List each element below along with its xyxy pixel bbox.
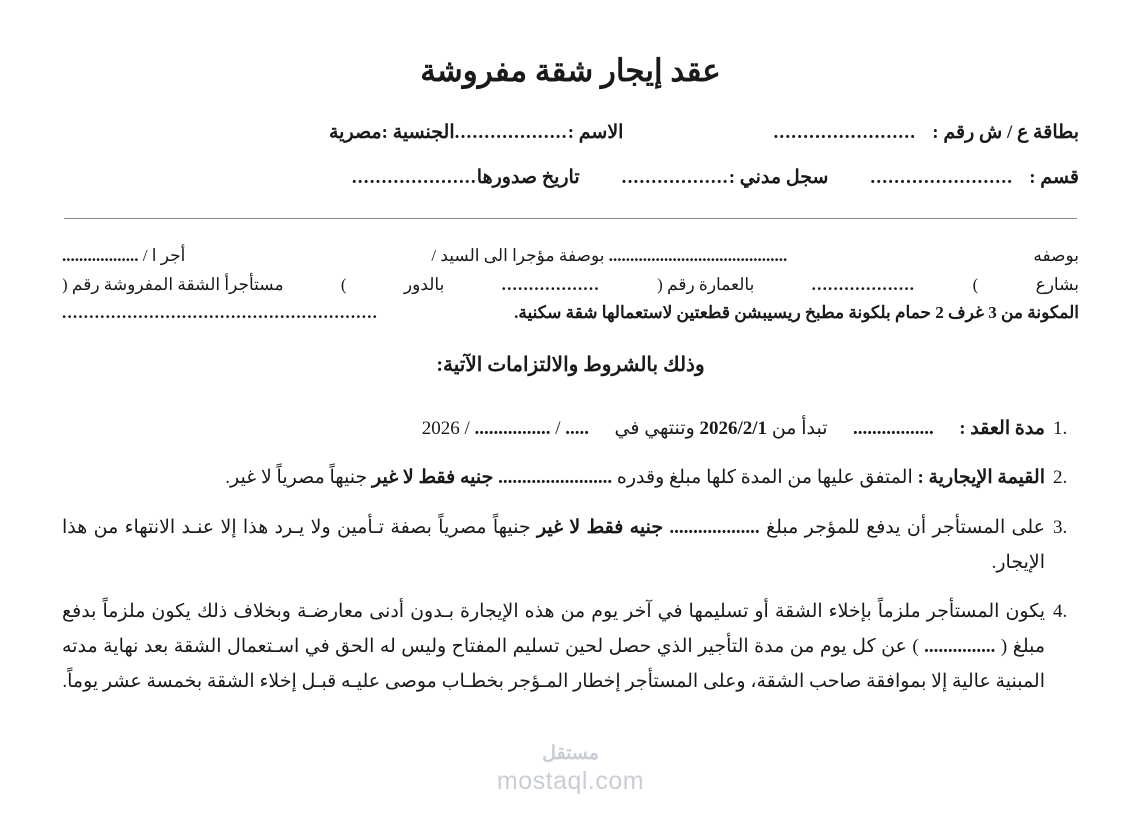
clause-rent-value-text-b: جنيهاً مصرياً لا غير. — [225, 467, 368, 489]
clause-deposit-dots: ................... — [669, 516, 760, 538]
preamble-line1-mid: بوصفة مؤجرا الى السيد / — [431, 246, 605, 266]
clause-deposit-text — [62, 510, 1045, 580]
card-number-dots: ........................ — [773, 122, 917, 144]
watermark-arabic: مستقل — [542, 743, 599, 764]
clause-number: 4. — [1053, 600, 1068, 622]
civil-registry-label: سجل مدني : — [728, 166, 829, 188]
clause-eviction-dots: ............... — [924, 635, 996, 657]
clause-number: 3. — [1053, 516, 1068, 538]
clause-duration-slash1: / — [555, 418, 561, 440]
clause-duration-label: مدة العقد : — [959, 418, 1045, 440]
preamble-line2-e: ) — [972, 274, 979, 294]
clause-rent-value-text — [62, 460, 1045, 495]
clause-duration-end-year: 2026 — [421, 418, 460, 440]
preamble-line2-dots1: .................. — [501, 274, 600, 294]
party-row-issue — [62, 164, 1079, 193]
clause-eviction-text-b: ) عن كل يوم من مدة التأجير الذي حصل لحين تسليم المفتاح وليس له الحق في اسـتعمال الشقة بعد نهاية مدته المبنية عالية إلا بموافقة صاحب الشقة، وعلى المستأجر إخطار المـؤجر بخطـاب موصى عليـه قبـل إخلاء الشقة بخمسة عشر يوماً. — [62, 635, 1045, 693]
preamble-line2-c: بالدور — [403, 274, 445, 294]
clause-item-rent-value — [62, 460, 1079, 495]
watermark-latin: mostaql.com — [496, 767, 645, 795]
clause-rent-value-dots: ........................ — [498, 467, 613, 489]
page-title: عقد إيجار شقة مفروشة — [420, 53, 721, 88]
clause-duration-text — [62, 411, 1045, 446]
preamble-line-2 — [62, 272, 1079, 298]
section-label: قسم : — [1029, 166, 1079, 188]
clause-duration-tail: وتنتهي في — [614, 418, 695, 440]
card-number-label: بطاقة ع / ش رقم : — [932, 122, 1079, 144]
clauses-list — [62, 411, 1079, 699]
clause-duration-start-date: 2026/2/1 — [699, 418, 768, 440]
issue-date-dots: ..................... — [351, 166, 477, 188]
clause-deposit-amount: جنيه فقط لا غير — [536, 516, 664, 538]
preamble-line3-text: المكونة من 3 غرف 2 حمام بلكونة مطبخ ريسيبشن قطعتين لاستعمالها شقة سكنية. — [514, 302, 1079, 322]
issue-date-label: تاريخ صدورها — [476, 166, 580, 188]
preamble-line2-d: بالعمارة رقم ( — [657, 274, 755, 294]
civil-registry-dots: .................. — [621, 166, 729, 188]
clause-duration-mid: تبدأ من — [771, 418, 828, 440]
name-label: الاسم : — [567, 122, 624, 144]
section-dots: ........................ — [870, 166, 1014, 188]
clause-duration-dots2: ..... — [565, 418, 590, 440]
preamble-paragraph — [62, 243, 1079, 326]
clause-eviction-text — [62, 594, 1045, 699]
preamble-line2-dots2: ................... — [811, 274, 916, 294]
watermark — [0, 744, 1141, 801]
preamble-line1-end: بوصفه — [1033, 246, 1079, 266]
clause-rent-value-label: القيمة الإيجارية : — [917, 467, 1045, 489]
preamble-line3-dots: .......................................................... — [62, 302, 379, 322]
clause-rent-value-amount: جنيه فقط لا غير — [372, 467, 494, 489]
clause-duration-dots1: ................. — [852, 418, 934, 440]
clause-deposit-text-b: جنيهاً مصرياً بصفة تـأمين ولا يـرد هذا إلا عنـد الانتهاء من هذا الإيجار. — [62, 516, 1045, 573]
clause-item-duration — [62, 411, 1079, 446]
clause-deposit-text-a: على المستأجر أن يدفع للمؤجر مبلغ — [766, 516, 1046, 538]
section-divider — [64, 218, 1077, 219]
clause-eviction-text-a: يكون المستأجر ملزماً بإخلاء الشقة أو تسليمها في آخر يوم من هذه الإيجارة بـدون أدنى معارضـة وبخلاف ذلك يكون ملزماً بدفع مبلغ ( — [62, 600, 1046, 657]
party-identity-block — [62, 119, 1079, 192]
preamble-line-1 — [62, 243, 1079, 269]
preamble-line1-dots2: .......................................... — [608, 246, 788, 266]
conditions-heading: وذلك بالشروط والالتزامات الآتية: — [436, 354, 705, 377]
clause-duration-slash2: / — [464, 418, 470, 440]
preamble-line-3 — [62, 300, 1079, 326]
name-dots: ................... — [454, 122, 568, 144]
clause-item-deposit — [62, 510, 1079, 580]
clause-number: 1. — [1053, 418, 1068, 440]
clause-rent-value-text-a: المتفق عليها من المدة كلها مبلغ وقدره — [616, 467, 913, 489]
preamble-line2-b: ) — [340, 274, 347, 294]
nationality-label: الجنسية :مصرية — [329, 122, 455, 144]
clause-duration-dots3: ................ — [474, 418, 551, 440]
preamble-line2-f: بشارع — [1035, 274, 1079, 294]
preamble-line1-dots1: .................. — [62, 246, 139, 266]
preamble-line1-start: أجر ا / — [142, 246, 186, 266]
party-row-name — [62, 119, 1079, 148]
clause-number: 2. — [1053, 467, 1068, 489]
preamble-line2-a: مستأجرأ الشقة المفروشة رقم ( — [62, 274, 284, 294]
clause-item-eviction — [62, 594, 1079, 699]
